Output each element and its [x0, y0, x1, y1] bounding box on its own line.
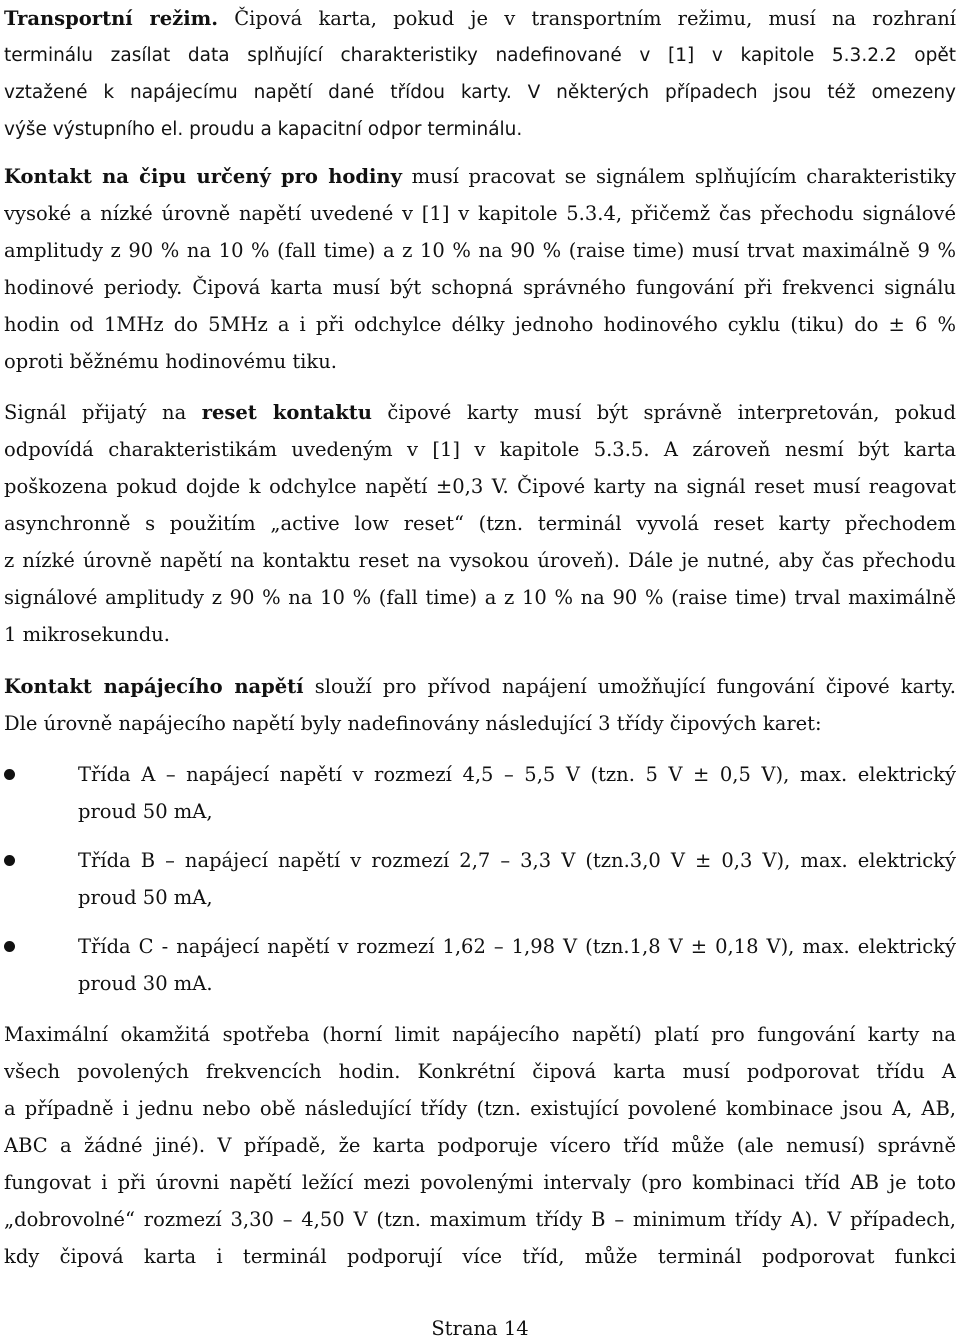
list-item-line: Třída B – napájecí napětí v rozmezí 2,7 – 3,3 V (tzn.3,0 V ± 0,3 V), max. elektrický	[78, 849, 956, 872]
paragraph-line: Maximální okamžitá spotřeba (horní limit napájecího napětí) platí pro fungování karty na	[4, 1023, 956, 1046]
paragraph-line: ABC a žádné jiné). V případě, že karta podporuje vícero tříd může (ale nemusí) správně	[4, 1134, 956, 1157]
paragraph-inline-bold: reset kontaktu	[201, 401, 372, 424]
list-item-line: Třída C - napájecí napětí v rozmezí 1,62 – 1,98 V (tzn.1,8 V ± 0,18 V), max. elektrický	[78, 935, 956, 958]
paragraph-line: amplitudy z 90 % na 10 % (fall time) a z 10 % na 90 % (raise time) musí trvat maximálně 9 %	[4, 239, 956, 262]
paragraph-line: asynchronně s použitím „active low reset“ (tzn. terminál vyvolá reset karty přechodem	[4, 512, 956, 535]
paragraph-clock-contact	[4, 158, 956, 380]
paragraph-line: vztažené k napájecímu napětí dané třídou karty. V některých případech jsou též omezeny	[4, 82, 956, 103]
paragraph-line: vysoké a nízké úrovně napětí uvedené v [1] v kapitole 5.3.4, přičemž čas přechodu signálové	[4, 202, 956, 225]
paragraph-line: z nízké úrovně napětí na kontaktu reset na vysokou úroveň). Dále je nutné, aby čas přechodu	[4, 549, 956, 572]
paragraph-line: oproti běžnému hodinovému tiku.	[4, 350, 337, 373]
list-item-line: proud 50 mA,	[78, 800, 213, 823]
paragraph-line: kdy čipová karta i terminál podporují více tříd, může terminál podporovat funkci	[4, 1245, 956, 1268]
list-item-line: Třída A – napájecí napětí v rozmezí 4,5 – 5,5 V (tzn. 5 V ± 0,5 V), max. elektrický	[78, 763, 956, 786]
paragraph-line: Kontakt na čipu určený pro hodiny musí pracovat se signálem splňujícím charakteristiky	[4, 165, 956, 188]
list-item-line: proud 30 mA.	[78, 972, 213, 995]
paragraph-reset-contact	[4, 394, 956, 653]
paragraph-line: výše výstupního el. proudu a kapacitní odpor terminálu.	[4, 119, 523, 140]
paragraph-line: Transportní režim. Čipová karta, pokud je v transportním režimu, musí na rozhraní	[4, 7, 956, 30]
bullet-icon	[4, 855, 15, 866]
paragraph-line: fungovat i při úrovni napětí ležící mezi povolenými intervaly (pro kombinaci tříd AB je toto	[4, 1171, 956, 1194]
paragraph-line: všech povolených frekvencích hodin. Konkrétní čipová karta musí podporovat třídu A	[4, 1060, 956, 1083]
paragraph-lead-bold: Kontakt napájecího napětí	[4, 675, 304, 698]
paragraph-line: odpovídá charakteristikám uvedeným v [1] v kapitole 5.3.5. A zároveň nesmí být karta	[4, 438, 956, 461]
paragraph-line: hodin od 1MHz do 5MHz a i při odchylce délky jednoho hodinového cyklu (tiku) do ± 6 %	[4, 313, 956, 336]
page-number: Strana 14	[431, 1317, 529, 1340]
paragraph-lead-bold: Transportní režim.	[4, 7, 219, 30]
paragraph-lead-bold: Kontakt na čipu určený pro hodiny	[4, 165, 402, 188]
paragraph-line: hodinové periody. Čipová karta musí být schopná správného fungování při frekvenci signálu	[4, 276, 956, 299]
paragraph-line: „dobrovolné“ rozmezí 3,30 – 4,50 V (tzn. maximum třídy B – minimum třídy A). V případech,	[4, 1208, 956, 1231]
paragraph-power-contact	[4, 668, 956, 742]
paragraph-line: Signál přijatý na reset kontaktu čipové karty musí být správně interpretován, pokud	[4, 401, 956, 424]
paragraph-max-consumption	[4, 1016, 956, 1275]
paragraph-line: signálové amplitudy z 90 % na 10 % (fall time) a z 10 % na 90 % (raise time) trval maximálně	[4, 586, 956, 609]
list-item-line: proud 50 mA,	[78, 886, 213, 909]
paragraph-transport-mode	[4, 0, 956, 148]
paragraph-line: 1 mikrosekundu.	[4, 623, 170, 646]
bullet-icon	[4, 941, 15, 952]
paragraph-line: poškozena pokud dojde k odchylce napětí ±0,3 V. Čipové karty na signál reset musí reagovat	[4, 475, 956, 498]
bullet-icon	[4, 769, 15, 780]
paragraph-line: a případně i jednu nebo obě následující třídy (tzn. existující povolené kombinace jsou A, AB,	[4, 1097, 956, 1120]
paragraph-line: Kontakt napájecího napětí slouží pro přívod napájení umožňující fungování čipové karty.	[4, 675, 956, 698]
paragraph-line: terminálu zasílat data splňující charakteristiky nadefinované v [1] v kapitole 5.3.2.2 opět	[4, 45, 956, 66]
paragraph-line: Dle úrovně napájecího napětí byly nadefinovány následující 3 třídy čipových karet:	[4, 712, 822, 735]
